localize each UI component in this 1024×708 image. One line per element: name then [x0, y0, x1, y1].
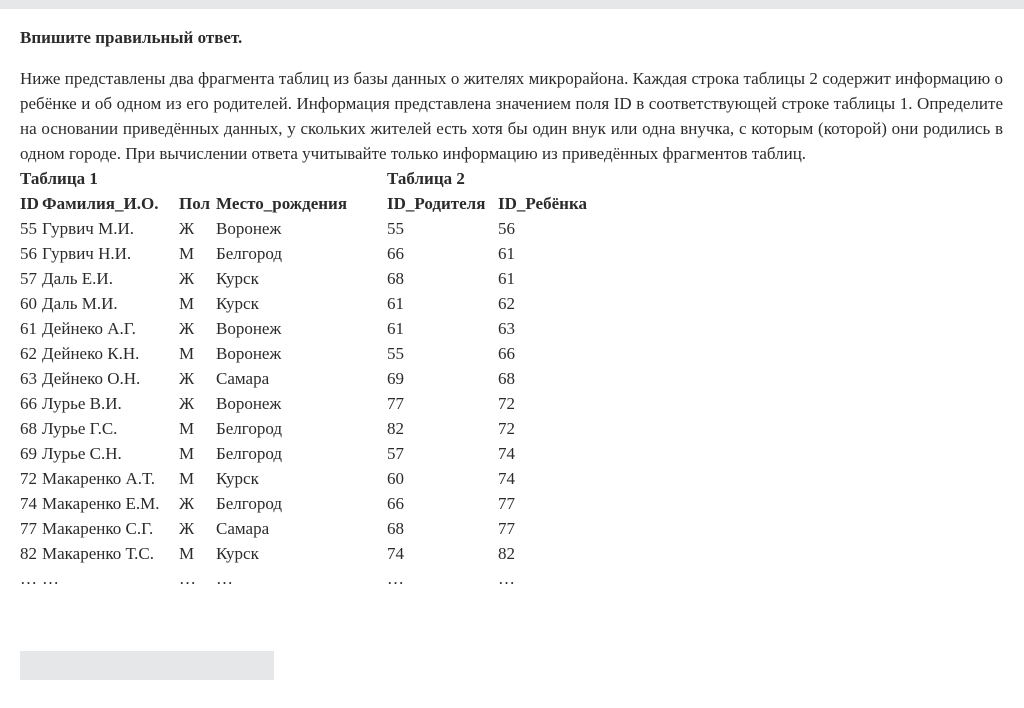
table-1-cell: Белгород — [216, 244, 282, 263]
table-2-cell: 56 — [498, 219, 515, 238]
table-1-row — [20, 416, 366, 441]
table-2-cell: 66 — [498, 344, 515, 363]
table-1-row — [20, 441, 366, 466]
table-1-cell: Ж — [179, 494, 195, 513]
table-2-cell: 62 — [498, 294, 515, 313]
table-1-row — [20, 216, 366, 241]
table-1-cell: 77 — [20, 519, 37, 538]
table-1-header-cell: Пол — [179, 194, 211, 213]
table-1-cell: Курск — [216, 544, 259, 563]
table-1-cell: 60 — [20, 294, 37, 313]
table-2-cell: 74 — [387, 544, 404, 563]
table-1-row — [20, 516, 366, 541]
table-1-cell: Курск — [216, 469, 259, 488]
table-1-cell: Курск — [216, 294, 259, 313]
table-1-cell: Макаренко А.Т. — [42, 469, 155, 488]
table-2-cell: 72 — [498, 419, 515, 438]
table-2-row — [387, 366, 598, 391]
tables-area — [20, 166, 1003, 586]
table-1-row — [20, 316, 366, 341]
table-2-row — [387, 441, 598, 466]
table-2-cell: 74 — [498, 444, 515, 463]
table-1-cell: Дейнеко О.Н. — [42, 369, 141, 388]
table-2-row — [387, 241, 598, 266]
table-2-row — [387, 291, 598, 316]
table-2-cell: 66 — [387, 494, 404, 513]
table-1-cell: Ж — [179, 269, 195, 288]
table-2-cell: 55 — [387, 344, 404, 363]
table-1-cell: 56 — [20, 244, 37, 263]
table-1-block — [20, 166, 366, 591]
table-2-cell: 61 — [498, 244, 515, 263]
table-2-cell: 77 — [498, 519, 515, 538]
table-1-cell: Белгород — [216, 419, 282, 438]
table-2-row — [387, 341, 598, 366]
table-1-caption: Таблица 1 — [20, 169, 98, 188]
table-1-header-cell: Место_рождения — [216, 194, 348, 213]
table-2-cell: 68 — [387, 519, 404, 538]
table-1-cell: Воронеж — [216, 319, 282, 338]
table-1-cell: 55 — [20, 219, 37, 238]
table-1-cell: Макаренко Т.С. — [42, 544, 155, 563]
table-1-cell: М — [179, 419, 195, 438]
question-content — [20, 27, 1003, 586]
table-1-cell: Ж — [179, 319, 195, 338]
table-1-header-row — [20, 191, 366, 216]
table-1-cell: … — [179, 569, 196, 588]
table-1-header-cell: ID — [20, 194, 39, 213]
table-2-cell: 68 — [387, 269, 404, 288]
table-2 — [387, 191, 598, 591]
table-1-cell: 72 — [20, 469, 37, 488]
table-1-cell: 61 — [20, 319, 37, 338]
table-2-cell: 74 — [498, 469, 515, 488]
table-2-cell: 63 — [498, 319, 515, 338]
table-1-cell: М — [179, 469, 195, 488]
table-1-cell: Дейнеко А.Г. — [42, 319, 136, 338]
table-1-cell: Макаренко С.Г. — [42, 519, 154, 538]
table-1-cell: 68 — [20, 419, 37, 438]
table-1-row — [20, 391, 366, 416]
table-1-cell: М — [179, 444, 195, 463]
table-2-cell: … — [387, 569, 404, 588]
table-1-row — [20, 291, 366, 316]
table-1-cell: … — [20, 569, 37, 588]
table-2-row — [387, 516, 598, 541]
table-1-cell: М — [179, 294, 195, 313]
table-1-cell: Воронеж — [216, 219, 282, 238]
table-2-cell: 72 — [498, 394, 515, 413]
table-1-cell: Гурвич М.И. — [42, 219, 134, 238]
table-2-cell: 66 — [387, 244, 404, 263]
table-2-cell: 61 — [387, 294, 404, 313]
table-1-header-cell: Фамилия_И.О. — [42, 194, 159, 213]
answer-input[interactable] — [20, 651, 274, 680]
table-2-row — [387, 466, 598, 491]
table-2-block — [387, 166, 598, 591]
table-1-cell: Лурье С.Н. — [42, 444, 122, 463]
table-1-cell: 74 — [20, 494, 37, 513]
table-2-row — [387, 566, 598, 591]
table-1-cell: Даль М.И. — [42, 294, 118, 313]
table-2-cell: 55 — [387, 219, 404, 238]
table-2-body — [387, 216, 598, 591]
table-1-row — [20, 466, 366, 491]
table-1-cell: Белгород — [216, 444, 282, 463]
table-2-row — [387, 266, 598, 291]
table-1-cell: Белгород — [216, 494, 282, 513]
table-1-cell: Самара — [216, 369, 270, 388]
table-1-cell: Лурье Г.С. — [42, 419, 118, 438]
table-1-row — [20, 341, 366, 366]
table-1-cell: Воронеж — [216, 394, 282, 413]
table-1-cell: Лурье В.И. — [42, 394, 122, 413]
table-1-cell: 69 — [20, 444, 37, 463]
table-1-cell: Макаренко Е.М. — [42, 494, 160, 513]
table-2-cell: 68 — [498, 369, 515, 388]
table-1-row — [20, 266, 366, 291]
table-1-cell: Ж — [179, 394, 195, 413]
table-1-cell: 82 — [20, 544, 37, 563]
table-1-body — [20, 216, 366, 591]
table-2-row — [387, 491, 598, 516]
table-1-cell: 63 — [20, 369, 37, 388]
table-1-cell: … — [216, 569, 233, 588]
table-2-cell: 61 — [387, 319, 404, 338]
table-2-cell: 77 — [387, 394, 404, 413]
table-1-row — [20, 366, 366, 391]
table-2-cell: 77 — [498, 494, 515, 513]
table-2-header-row — [387, 191, 598, 216]
table-2-cell: 69 — [387, 369, 404, 388]
table-1-cell: Ж — [179, 219, 195, 238]
table-1-cell: Воронеж — [216, 344, 282, 363]
table-1-cell: М — [179, 244, 195, 263]
table-1-cell: М — [179, 544, 195, 563]
table-1-cell: … — [42, 569, 59, 588]
table-1-cell: Ж — [179, 519, 195, 538]
table-2-cell: 82 — [498, 544, 515, 563]
table-2-cell: 61 — [498, 269, 515, 288]
table-2-row — [387, 391, 598, 416]
table-1-cell: 62 — [20, 344, 37, 363]
table-1-cell: Курск — [216, 269, 259, 288]
table-1-cell: 66 — [20, 394, 37, 413]
table-1-cell: М — [179, 344, 195, 363]
table-1-cell: Дейнеко К.Н. — [42, 344, 140, 363]
table-2-header-cell: ID_Родителя — [387, 194, 486, 213]
table-1 — [20, 191, 366, 591]
table-1-cell: 57 — [20, 269, 37, 288]
table-2-row — [387, 416, 598, 441]
table-2-cell: 60 — [387, 469, 404, 488]
table-1-cell: Ж — [179, 369, 195, 388]
table-1-cell: Гурвич Н.И. — [42, 244, 132, 263]
table-1-row — [20, 566, 366, 591]
table-1-cell: Даль Е.И. — [42, 269, 113, 288]
task-text: Ниже представлены два фрагмента таблиц из базы данных о жителях микрорайона. Каждая строка таблицы 2 содержит информацию о ребёнке и об одном из его родителей. Информация представлена значением поля ID в соответствующей строке таблицы 1. Определите на основании приведённых данных, у скольких жителей есть хотя бы один внук или одна внучка, с которым (которой) они родились в одном городе. При вычислении ответа учитывайте только информацию из приведённых фрагментов таблиц. — [20, 69, 1003, 163]
table-2-cell: 82 — [387, 419, 404, 438]
table-2-row — [387, 216, 598, 241]
table-2-row — [387, 316, 598, 341]
table-1-row — [20, 491, 366, 516]
table-1-row — [20, 241, 366, 266]
table-2-cell: … — [498, 569, 515, 588]
table-2-header-cell: ID_Ребёнка — [498, 194, 587, 213]
instruction-text: Впишите правильный ответ. — [20, 28, 243, 47]
table-1-cell: Самара — [216, 519, 270, 538]
table-2-cell: 57 — [387, 444, 404, 463]
table-2-caption: Таблица 2 — [387, 169, 465, 188]
table-2-row — [387, 541, 598, 566]
top-bar — [0, 0, 1024, 9]
table-1-row — [20, 541, 366, 566]
